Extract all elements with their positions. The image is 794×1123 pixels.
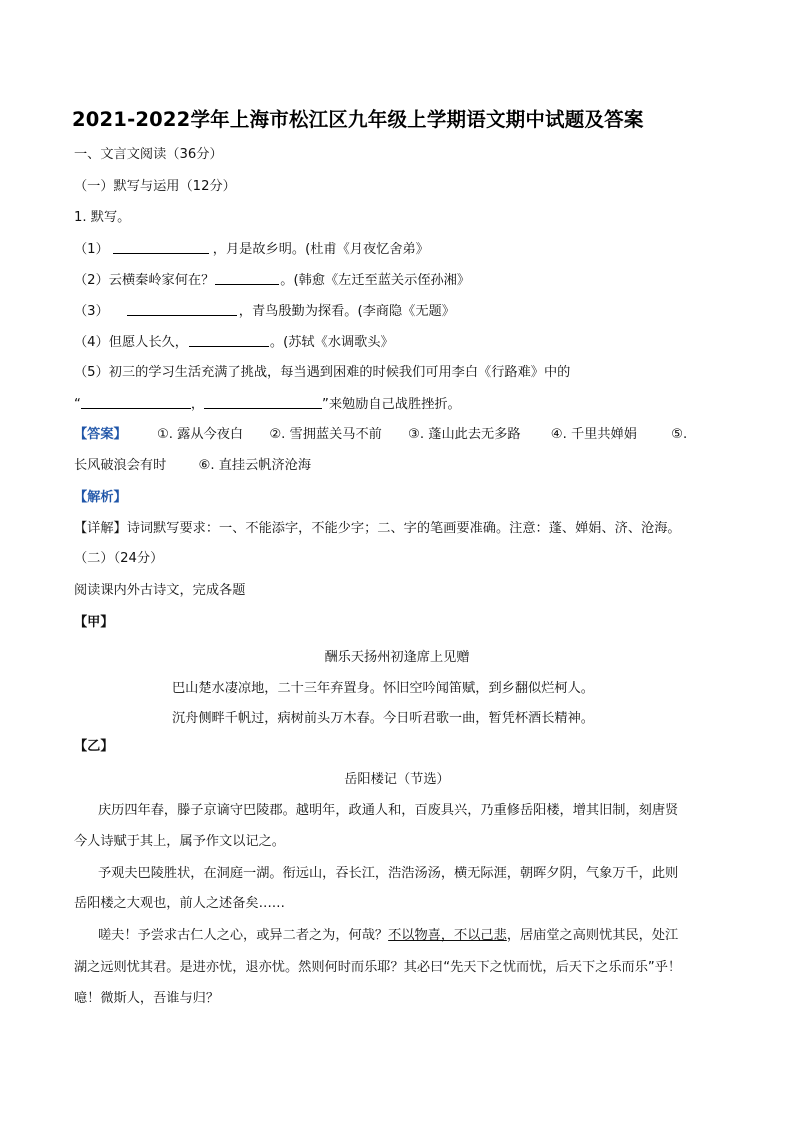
answer-tag: 【答案】 (74, 427, 127, 442)
item-suffix: ，月是故乡明。(杜甫《月夜忆舍弟》 (212, 242, 429, 257)
answer-line-cont (74, 457, 311, 475)
comma: ， (190, 397, 205, 412)
answer-2: ②. 雪拥蓝关马不前 (269, 427, 382, 442)
item-prefix: （4）但愿人长久， (74, 335, 188, 350)
detail-line (74, 520, 681, 538)
poem-title: 酬乐天扬州初逢席上见赠 (324, 650, 470, 665)
para-3-line-3: 噫！微斯人，吾谁与归？ (74, 991, 220, 1006)
question-label: 1. 默写。 (74, 210, 131, 225)
answer-line (74, 426, 687, 444)
para-2-line-1: 予观夫巴陵胜状，在洞庭一湖。衔远山，吞长江，浩浩汤汤，横无际涯，朝晖夕阴，气象万千，此则 (98, 866, 679, 881)
item-prefix: （3） (74, 304, 109, 319)
answer-blank[interactable] (189, 333, 269, 347)
part-jia-label: 【甲】 (74, 615, 114, 630)
answer-4: ④. 千里共婵娟 (550, 427, 637, 442)
section-heading: 一、文言文阅读（36分） (74, 147, 223, 162)
poem-line-1: 巴山楚水凄凉地，二十三年弃置身。怀旧空吟闻笛赋，到乡翻似烂柯人。 (172, 681, 594, 696)
answer-6: ⑥. 直挂云帆济沧海 (198, 458, 312, 473)
fill-item-1 (74, 240, 429, 259)
answer-5-number: ⑤. (671, 427, 688, 442)
para-3-text-b: ，居庙堂之高则忧其民，处江 (506, 928, 679, 943)
answer-blank[interactable] (215, 271, 279, 285)
item-suffix: ，青鸟殷勤为探看。(李商隐《无题》 (238, 304, 455, 319)
part-yi-label: 【乙】 (74, 739, 114, 754)
detail-tag: 【详解】 (74, 521, 127, 536)
page-title: 2021-2022学年上海市松江区九年级上学期语文期中试题及答案 (72, 108, 644, 131)
para-3-line-2: 湖之远则忧其君。是进亦忧，退亦忧。然则何时而乐耶？其必曰“先天下之忧而忧，后天下之乐而乐”乎！ (74, 960, 682, 975)
answer-blank[interactable] (113, 240, 209, 254)
answer-3: ③. 蓬山此去无多路 (408, 427, 521, 442)
analysis-tag: 【解析】 (74, 490, 127, 505)
answer-blank[interactable] (127, 302, 237, 316)
open-quote: “ (74, 397, 81, 412)
para-3-text-a: 嗟夫！予尝求古仁人之心，或异二者之为，何哉？ (98, 928, 389, 943)
para-3-line-1 (98, 924, 744, 943)
item-suffix: 。(苏轼《水调歌头》 (269, 335, 394, 350)
subsection-heading: （一）默写与运用（12分） (74, 179, 236, 194)
essay-title: 岳阳楼记（节选） (344, 772, 450, 787)
fill-item-5-blanks (74, 395, 461, 414)
subsection-heading-2: （二）（24分） (74, 551, 164, 566)
fill-item-2 (74, 271, 470, 290)
fill-item-4 (74, 333, 394, 352)
para-1-line-1: 庆历四年春，滕子京谪守巴陵郡。越明年，政通人和，百废具兴，乃重修岳阳楼，增其旧制，刻唐贤 (98, 803, 679, 818)
detail-text: 诗词默写要求：一、不能添字，不能少字；二、字的笔画要准确。注意：蓬、婵娟、济、沧海。 (126, 521, 681, 536)
para-1-line-2: 今人诗赋于其上，属予作文以记之。 (74, 834, 285, 849)
para-2-line-2: 岳阳楼之大观也，前人之述备矣…… (74, 896, 285, 911)
instruction: 阅读课内外古诗文，完成各题 (74, 583, 246, 598)
fill-item-3 (74, 302, 455, 321)
answer-1: ①. 露从今夜白 (156, 427, 244, 442)
underlined-phrase: 不以物喜，不以己悲 (388, 928, 507, 943)
item-suffix: ”来勉励自己战胜挫折。 (322, 397, 461, 412)
poem-line-2: 沉舟侧畔千帆过，病树前头万木春。今日听君歌一曲，暂凭杯酒长精神。 (172, 711, 594, 726)
item-prefix: （2）云横秦岭家何在？ (74, 273, 215, 288)
answer-5: 长风破浪会有时 (74, 458, 167, 473)
item-prefix: （1） (74, 242, 109, 257)
answer-blank[interactable] (204, 395, 322, 409)
answer-blank[interactable] (81, 395, 191, 409)
item-suffix: 。(韩愈《左迁至蓝关示侄孙湘》 (280, 273, 471, 288)
fill-item-5: （5）初三的学习生活充满了挑战，每当遇到困难的时候我们可用李白《行路难》中的 (74, 365, 571, 380)
